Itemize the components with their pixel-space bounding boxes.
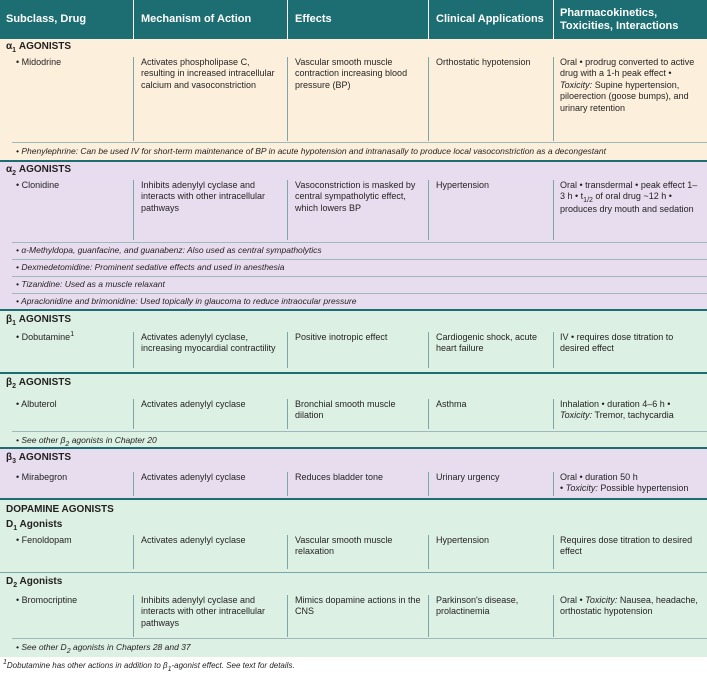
clinical-cell: Asthma [436,399,467,409]
note-apraclonidine: • Apraclonidine and brimonidine: Used topically in glaucoma to reduce intraocular pressure [16,296,357,306]
header-effects: Effects [295,13,332,25]
mechanism-cell: Activates phospholipase C, resulting in increased intracellular calcium and vasoconstriction [141,57,275,90]
header-divider [553,0,554,39]
section-beta2-agonists [0,374,707,449]
row-divider [12,242,707,243]
drug-name: • Bromocriptine [16,595,78,605]
header-pharmaco-line2: Toxicities, Interactions [560,19,679,32]
column-divider [287,472,288,496]
section-title: $\alpha_2$ AGONISTS [6,164,72,177]
section-beta1-agonists [0,311,707,374]
drug-name: • Clonidine [16,180,60,190]
column-divider [133,399,134,429]
table-row [0,399,707,429]
header-divider [287,0,288,39]
row-divider [12,431,707,432]
header-pharmaco-line1: Pharmacokinetics, [560,6,658,19]
clinical-cell: Urinary urgency [436,472,500,482]
column-divider [287,399,288,429]
section-dopamine-agonists [0,500,707,657]
column-divider [287,57,288,141]
mechanism-cell: Activates adenylyl cyclase [141,399,246,409]
section-alpha2-agonists [0,162,707,311]
effects-cell: Positive inotropic effect [295,332,388,342]
row-divider [12,142,707,143]
column-divider [287,595,288,637]
note-other-beta2: • See other $\beta_2$ agonists in Chapter 20 [16,435,157,448]
clinical-cell: Hypertension [436,535,490,545]
effects-cell: Bronchial smooth muscle dilation [295,399,396,421]
drug-name: • Mirabegron [16,472,68,482]
drug-name: • Fenoldopam [16,535,72,545]
row-divider [12,293,707,294]
section-title: $\beta_2$ AGONISTS [6,377,72,390]
note-dexmedetomidine: • Dexmedetomidine: Prominent sedative effects and used in anesthesia [16,262,285,272]
mechanism-cell: Activates adenylyl cyclase [141,472,246,482]
section-beta3-agonists [0,449,707,500]
pharmacokinetics-cell: Oral • Toxicity: Nausea, headache, orthostatic hypotension [560,595,698,617]
table-row [0,332,707,368]
effects-cell: Reduces bladder tone [295,472,384,482]
pharmacokinetics-cell: Oral • prodrug converted to active drug with a 1-h peak effect • Toxicity: Supine hypertension, piloerection (goose bumps), and urinary retention [560,57,695,113]
clinical-cell: Cardiogenic shock, acute heart failure [436,332,538,354]
effects-cell: Vasoconstriction is masked by central sympatholytic effect, which lowers BP [295,180,416,213]
effects-cell: Mimics dopamine actions in the CNS [295,595,421,617]
column-divider [133,472,134,496]
mechanism-cell: Activates adenylyl cyclase [141,535,246,545]
row-divider [12,276,707,277]
column-divider [553,332,554,368]
section-title: $\beta_1$ AGONISTS [6,314,72,327]
footnote: 1Dobutamine has other actions in addition to β1-agonist effect. See text for details. [3,659,295,673]
effects-cell: Vascular smooth muscle contraction increasing blood pressure (BP) [295,57,408,90]
header-mechanism: Mechanism of Action [141,13,252,25]
column-divider [287,535,288,569]
column-divider [553,57,554,141]
table-row [0,535,707,569]
clinical-cell: Parkinson's disease, prolactinemia [436,595,519,617]
drug-name: • Dobutamine$^1$ [16,331,75,342]
pharmacokinetics-cell: Inhalation • duration 4–6 h • Toxicity: Tremor, tachycardia [560,399,674,421]
table-row [0,472,707,496]
mechanism-cell: Inhibits adenylyl cyclase and interacts with other intracellular pathways [141,180,266,213]
table-row [0,57,707,141]
column-divider [428,535,429,569]
column-divider [428,57,429,141]
column-divider [553,180,554,240]
table-row [0,595,707,637]
table-header [0,0,707,39]
row-divider [12,259,707,260]
column-divider [428,595,429,637]
header-subclass-drug: Subclass, Drug [6,13,87,25]
table-row [0,180,707,240]
mechanism-cell: Inhibits adenylyl cyclase and interacts with other intracellular pathways [141,595,266,628]
header-divider [133,0,134,39]
section-title: $\alpha_1$ AGONISTS [6,41,72,54]
column-divider [428,332,429,368]
subsection-title-d1: $D_1$ Agonists [6,519,63,532]
note-methyldopa: • α-Methyldopa, guanfacine, and guanabenz: Also used as central sympatholytics [16,245,322,255]
column-divider [133,595,134,637]
note-tizanidine: • Tizanidine: Used as a muscle relaxant [16,279,165,289]
column-divider [133,57,134,141]
column-divider [133,180,134,240]
pharmacokinetics-cell: Oral • transdermal • peak effect 1–3 h • $t_{1/2}$ of oral drug ~12 h • produces dry mouth and sedation [560,180,698,214]
pharmacokinetics-cell: IV • requires dose titration to desired effect [560,332,674,354]
drug-name: • Albuterol [16,399,57,409]
column-divider [133,332,134,368]
note-other-d2: • See other $D_2$ agonists in Chapters 28 and 37 [16,642,191,655]
clinical-cell: Hypertension [436,180,490,190]
section-title: $\beta_3$ AGONISTS [6,452,72,465]
section-alpha1-agonists [0,39,707,162]
column-divider [287,180,288,240]
section-title: DOPAMINE AGONISTS [6,504,114,515]
pharmacokinetics-cell: Oral • duration 50 h • Toxicity: Possible hypertension [560,472,689,494]
header-pharmacokinetics [560,0,678,39]
column-divider [133,535,134,569]
row-divider [0,572,707,573]
row-divider [12,638,707,639]
column-divider [553,535,554,569]
column-divider [287,332,288,368]
header-clinical: Clinical Applications [436,13,544,25]
note-phenylephrine: • Phenylephrine: Can be used IV for short-term maintenance of BP in acute hypotension and intranasally to produce local vasoconstriction as a decongestant [16,146,606,156]
drug-name: • Midodrine [16,57,62,67]
mechanism-cell: Activates adenylyl cyclase, increasing myocardial contractility [141,332,276,354]
effects-cell: Vascular smooth muscle relaxation [295,535,393,557]
column-divider [428,180,429,240]
column-divider [553,595,554,637]
header-divider [428,0,429,39]
pharmacokinetics-cell: Requires dose titration to desired effect [560,535,693,557]
subsection-title-d2: $D_2$ Agonists [6,576,63,589]
column-divider [553,399,554,429]
column-divider [553,472,554,496]
column-divider [428,399,429,429]
column-divider [428,472,429,496]
clinical-cell: Orthostatic hypotension [436,57,531,67]
